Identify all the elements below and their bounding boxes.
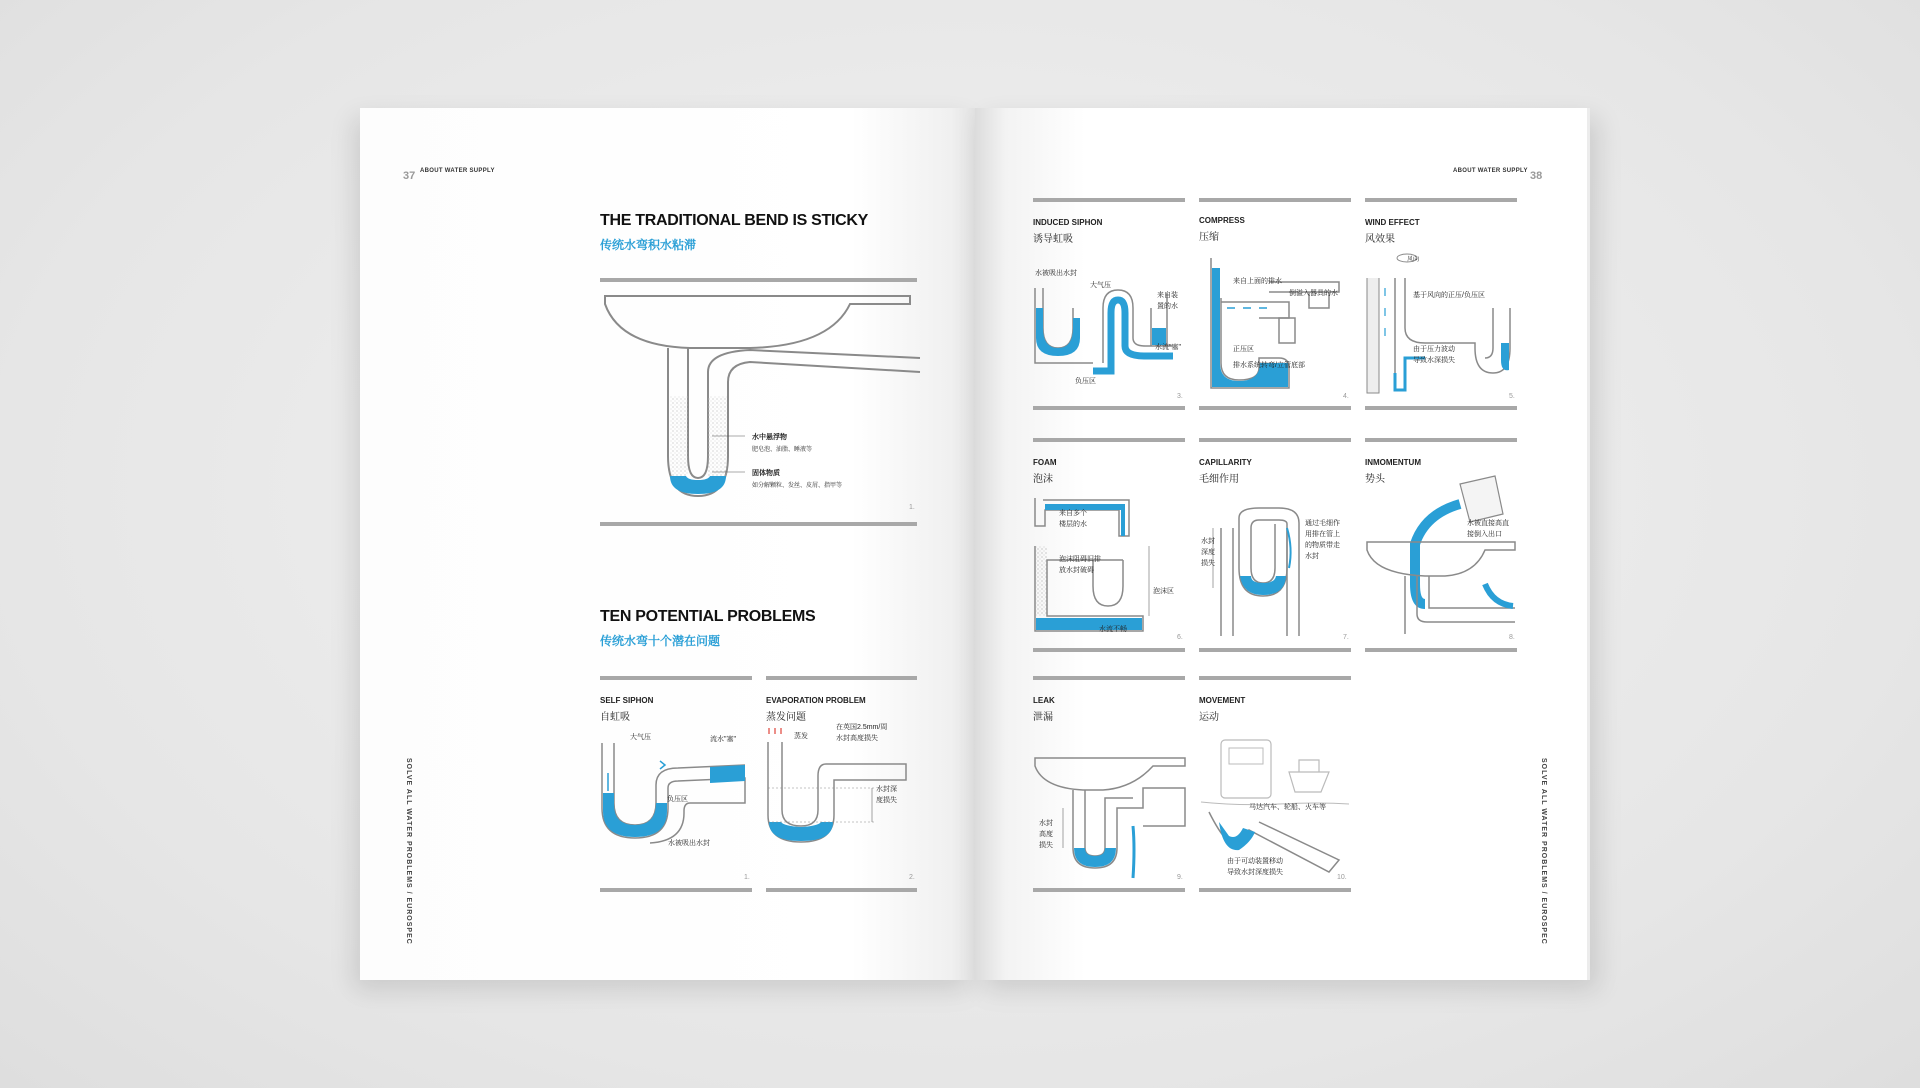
label-floating-detail: 肥皂泡、油脂、睡液等 xyxy=(752,447,813,453)
section2-subtitle: 传统水弯十个潜在问题 xyxy=(600,634,721,648)
induced-siphon-label-5: 水流"塞" xyxy=(1155,344,1181,351)
induced-siphon-label-6: 负压区 xyxy=(1075,378,1096,385)
panel-foam-bottom-rule xyxy=(1033,648,1185,652)
panel-self-siphon-bottom-rule xyxy=(600,888,752,892)
self-siphon-label-1: 大气压 xyxy=(630,734,651,741)
panel-induced-siphon-top-rule xyxy=(1033,198,1185,202)
panel-capillarity-number: 7. xyxy=(1343,634,1349,641)
page-number-right: 38 xyxy=(1530,170,1543,182)
evaporation-label-1: 蒸发 xyxy=(794,733,808,740)
panel-capillarity-title-en: CAPILLARITY xyxy=(1199,458,1252,467)
movement-label-1: 马达汽车、轮船、火车等 xyxy=(1249,804,1326,811)
panel-leak-number: 9. xyxy=(1177,874,1183,881)
wind-effect-diagram xyxy=(1365,248,1517,398)
panel-inmomentum-title-cn: 势头 xyxy=(1365,474,1385,485)
panel-movement-top-rule xyxy=(1199,676,1351,680)
panel-self-siphon-title-en: SELF SIPHON xyxy=(600,696,654,705)
capillarity-label-7: 水封 xyxy=(1305,553,1319,560)
section1-title: THE TRADITIONAL BEND IS STICKY xyxy=(600,212,869,229)
panel-movement-title-cn: 运动 xyxy=(1199,712,1219,723)
label-floating: 水中悬浮物 xyxy=(752,434,787,441)
panel-inmomentum-bottom-rule xyxy=(1365,648,1517,652)
panel-foam-title-en: FOAM xyxy=(1033,458,1057,467)
wind-effect-label-1: 风向 xyxy=(1407,257,1420,263)
panel-wind-effect-bottom-rule xyxy=(1365,406,1517,410)
panel-wind-effect-number: 5. xyxy=(1509,393,1515,400)
capillarity-label-2: 深度 xyxy=(1201,549,1215,556)
foam-label-5: 泡沫区 xyxy=(1153,588,1174,595)
evaporation-label-4: 水封深 xyxy=(876,786,897,793)
panel-wind-effect-title-en: WIND EFFECT xyxy=(1365,218,1420,227)
spine-text-left: SOLVE ALL WATER PROBLEMS / EUROSPEC xyxy=(405,758,412,945)
left-page xyxy=(360,108,975,980)
leak-label-2: 高度 xyxy=(1039,831,1053,838)
panel-compress-number: 4. xyxy=(1343,393,1349,400)
foam-label-3: 泡沫阻碍旧排 xyxy=(1059,556,1101,563)
panel-inmomentum-number: 8. xyxy=(1509,634,1515,641)
panel-evaporation-top-rule xyxy=(766,676,917,680)
foam-label-6: 水流不畅 xyxy=(1099,626,1127,633)
leak-label-3: 损失 xyxy=(1039,842,1053,849)
evaporation-label-2: 在英国2.5mm/周 xyxy=(836,724,888,731)
panel-movement-number: 10. xyxy=(1337,874,1347,881)
leak-diagram xyxy=(1033,748,1185,888)
inmomentum-diagram xyxy=(1365,474,1517,639)
panel-leak-title-en: LEAK xyxy=(1033,696,1055,705)
inmomentum-label-1: 水被直接高直 xyxy=(1467,520,1509,527)
capillarity-diagram xyxy=(1199,488,1349,638)
panel-evaporation-number: 2. xyxy=(909,874,915,881)
foam-label-1: 来自多个 xyxy=(1059,510,1087,517)
induced-siphon-label-2: 大气压 xyxy=(1090,282,1111,289)
panel-leak-top-rule xyxy=(1033,676,1185,680)
spine-text-right: SOLVE ALL WATER PROBLEMS / EUROSPEC xyxy=(1540,758,1547,945)
compress-label-1: 来自上面的排水 xyxy=(1233,278,1282,285)
section1-top-rule xyxy=(600,278,917,282)
wind-effect-label-2: 基于风向的正压/负压区 xyxy=(1413,292,1485,299)
right-page xyxy=(975,108,1590,980)
capillarity-label-4: 通过毛细作 xyxy=(1305,520,1340,527)
wind-effect-label-3: 由于压力波动 xyxy=(1413,346,1455,353)
section1-bottom-rule xyxy=(600,522,917,526)
self-siphon-label-3: 负压区 xyxy=(667,796,688,803)
panel-self-siphon-top-rule xyxy=(600,676,752,680)
induced-siphon-label-1: 水被吸出水封 xyxy=(1035,270,1077,277)
panel-induced-siphon-title-en: INDUCED SIPHON xyxy=(1033,218,1103,227)
running-head-right: ABOUT WATER SUPPLY xyxy=(1453,168,1528,174)
panel-leak-title-cn: 泄漏 xyxy=(1033,712,1053,723)
compress-label-3: 正压区 xyxy=(1233,346,1254,353)
label-solids: 固体物质 xyxy=(752,470,780,477)
self-siphon-label-4: 水被吸出水封 xyxy=(668,840,710,847)
section2-title: TEN POTENTIAL PROBLEMS xyxy=(600,608,816,625)
wind-effect-label-4: 导致水深损失 xyxy=(1413,357,1455,364)
panel-foam-title-cn: 泡沫 xyxy=(1033,474,1053,485)
compress-label-4: 排水系统转弯/立管底部 xyxy=(1233,362,1305,369)
panel-induced-siphon-number: 3. xyxy=(1177,393,1183,400)
self-siphon-label-2: 流水"塞" xyxy=(710,736,736,743)
figure-number-1: 1. xyxy=(909,504,915,511)
panel-compress-title-cn: 压缩 xyxy=(1199,232,1219,243)
inmomentum-label-2: 接倒入出口 xyxy=(1467,531,1502,538)
panel-evaporation-title-en: EVAPORATION PROBLEM xyxy=(766,696,866,705)
panel-capillarity-title-cn: 毛细作用 xyxy=(1199,474,1239,485)
page-number-left: 37 xyxy=(403,170,416,182)
induced-siphon-label-4: 置的水 xyxy=(1157,303,1178,310)
capillarity-label-6: 的物质带走 xyxy=(1305,542,1340,549)
leak-label-1: 水封 xyxy=(1039,820,1053,827)
capillarity-label-5: 用排在管上 xyxy=(1305,531,1340,538)
panel-inmomentum-top-rule xyxy=(1365,438,1517,442)
movement-label-3: 导致水封深度损失 xyxy=(1227,869,1283,876)
self-siphon-diagram xyxy=(600,733,752,843)
panel-movement-title-en: MOVEMENT xyxy=(1199,696,1246,705)
panel-wind-effect-top-rule xyxy=(1365,198,1517,202)
panel-induced-siphon-title-cn: 诱导虹吸 xyxy=(1033,234,1073,245)
panel-inmomentum-title-en: INMOMENTUM xyxy=(1365,458,1421,467)
panel-evaporation-bottom-rule xyxy=(766,888,917,892)
induced-siphon-label-3: 来自装 xyxy=(1157,292,1178,299)
panel-wind-effect-title-cn: 风效果 xyxy=(1365,234,1395,245)
running-head-left: ABOUT WATER SUPPLY xyxy=(420,168,495,174)
panel-capillarity-top-rule xyxy=(1199,438,1351,442)
panel-self-siphon-title-cn: 自虹吸 xyxy=(600,712,630,723)
panel-foam-number: 6. xyxy=(1177,634,1183,641)
section1-subtitle: 传统水弯积水粘滞 xyxy=(600,238,697,252)
foam-label-4: 放水封破碍 xyxy=(1059,567,1094,574)
panel-movement-bottom-rule xyxy=(1199,888,1351,892)
panel-capillarity-bottom-rule xyxy=(1199,648,1351,652)
panel-compress-title-en: COMPRESS xyxy=(1199,216,1245,225)
capillarity-label-3: 损失 xyxy=(1201,560,1215,567)
capillarity-label-1: 水封 xyxy=(1201,538,1215,545)
label-solids-detail: 如分解颗粒、发丝、皮屑、指甲等 xyxy=(752,483,843,489)
panel-induced-siphon-bottom-rule xyxy=(1033,406,1185,410)
foam-label-2: 楼层的水 xyxy=(1059,521,1087,528)
panel-compress-bottom-rule xyxy=(1199,406,1351,410)
evaporation-label-5: 度损失 xyxy=(876,797,897,804)
panel-self-siphon-number: 1. xyxy=(744,874,750,881)
compress-label-2: 倒溢入器具的水 xyxy=(1289,290,1338,297)
panel-evaporation-title-cn: 蒸发问题 xyxy=(766,712,806,723)
panel-leak-bottom-rule xyxy=(1033,888,1185,892)
panel-compress-top-rule xyxy=(1199,198,1351,202)
foam-diagram xyxy=(1033,496,1183,636)
evaporation-label-3: 水封高度损失 xyxy=(836,735,878,742)
panel-foam-top-rule xyxy=(1033,438,1185,442)
movement-label-2: 由于可动装置移动 xyxy=(1227,858,1283,865)
